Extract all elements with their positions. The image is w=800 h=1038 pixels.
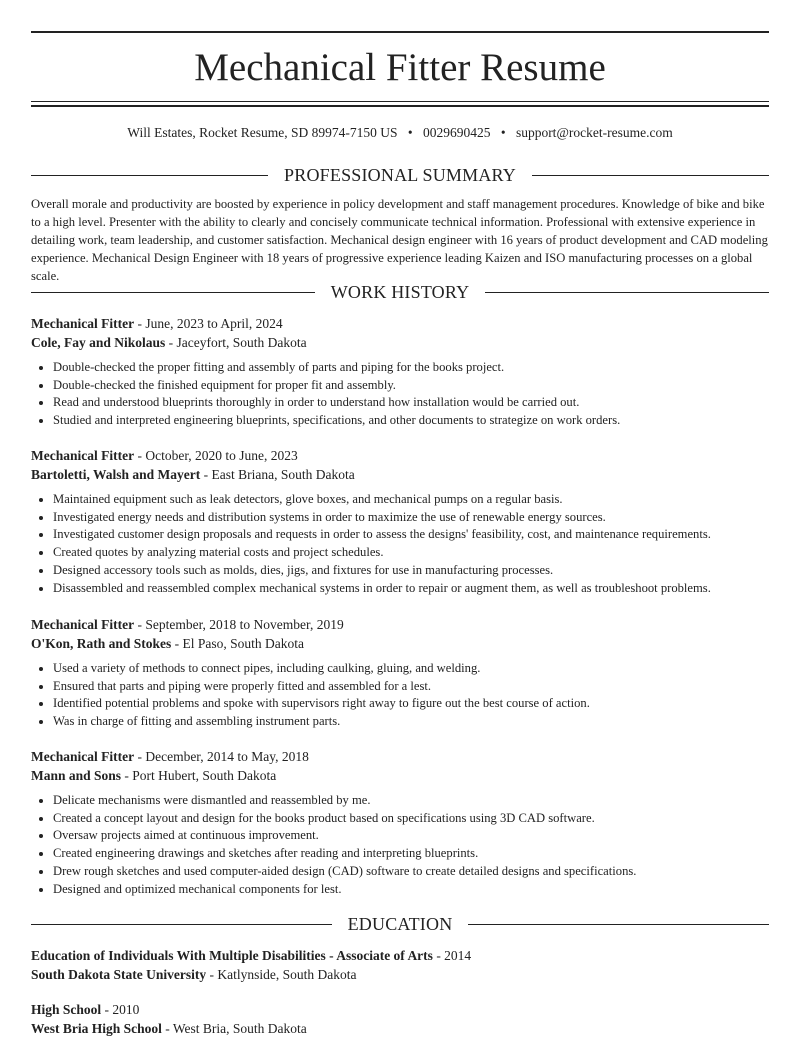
contact-separator: • [407,125,413,140]
contact-phone: 0029690425 [422,125,491,140]
summary-text: Overall morale and productivity are boosted by experience in policy development and staff management procedures. Knowledge of bike and bike to a high level. Presenter with the ability to clearly and concisely communicate technical information. Professional with extensive experience in detailing work, team leadership, and customer satisfaction. Mechanical design engineer with 16 years of product development and CAD modeling experience. Mechanical Design Engineer with 18 years of progressive experience leading Kaizen and ISO manufacturing processes on a global scale. [31,197,768,283]
contact-separator: • [500,125,506,140]
job-title: Mechanical Fitter [31,316,135,331]
job-entry [31,446,769,597]
education-year: - 2010 [101,1002,140,1017]
job-location: - East Briana, South Dakota [200,467,355,482]
job-bullets [31,491,769,597]
list-item: • Used a variety of methods to connect pipes, including caulking, gluing, and welding. [53,660,769,678]
list-item: • Double-checked the finished equipment for proper fit and assembly. [53,377,769,395]
job-entry [31,615,769,731]
list-item: • Was in charge of fitting and assembling instrument parts. [53,713,769,731]
top-rule [31,31,769,33]
heading-rule-right [532,175,769,176]
education-degree: Education of Individuals With Multiple Disabilities - Associate of Arts [31,948,433,963]
list-item: • Designed and optimized mechanical components for lest. [53,881,769,899]
section-heading-label: WORK HISTORY [330,282,470,302]
list-item: • Maintained equipment such as leak detectors, glove boxes, and mechanical pumps on a regular basis. [53,491,769,509]
education-degree-line [31,946,769,965]
list-item: • Oversaw projects aimed at continuous improvement. [53,827,769,845]
job-location: - El Paso, South Dakota [171,636,305,651]
list-item: • Created quotes by analyzing material costs and project schedules. [53,544,769,562]
list-item: • Delicate mechanisms were dismantled and reassembled by me. [53,792,769,810]
summary-section-heading [31,163,769,187]
job-entry [31,747,769,898]
education-section-heading [31,912,769,936]
resume-title: Mechanical Fitter Resume [194,46,606,89]
title-rule-thin [31,101,769,102]
list-item: • Read and understood blueprints thoroughly in order to understand how installation would be carried out. [53,394,769,412]
job-title: Mechanical Fitter [31,749,135,764]
job-title-line [31,314,769,333]
heading-rule-left [31,175,268,176]
contact-email: support@rocket-resume.com [515,125,673,140]
education-location: - West Bria, South Dakota [161,1021,307,1036]
contact-line [31,124,769,142]
list-item: • Created a concept layout and design for the books product based on specifications using 3D CAD software. [53,810,769,828]
job-dates: - September, 2018 to November, 2019 [134,617,344,632]
list-item: • Disassembled and reassembled complex mechanical systems in order to repair or augment them, as well as troubleshoot problems. [53,580,769,598]
job-dates: - June, 2023 to April, 2024 [134,316,283,331]
job-company-line [31,766,769,785]
heading-rule-left [31,924,332,925]
job-title-line [31,747,769,766]
job-bullets [31,792,769,898]
contact-address: Will Estates, Rocket Resume, SD 89974-7150 US [127,125,398,140]
job-company: Mann and Sons [31,768,122,783]
job-company: O'Kon, Rath and Stokes [31,636,172,651]
education-entry [31,946,769,984]
education-year: - 2014 [432,948,472,963]
education-entry [31,1000,769,1038]
list-item: • Drew rough sketches and used computer-aided design (CAD) software to create detailed designs and specifications. [53,863,769,881]
job-title: Mechanical Fitter [31,617,135,632]
education-school-line [31,965,769,984]
job-title-line [31,615,769,634]
list-item: • Created engineering drawings and sketches after reading and interpreting blueprints. [53,845,769,863]
education-school-line [31,1019,769,1038]
job-title-line [31,446,769,465]
education-school: West Bria High School [31,1021,162,1036]
list-item: • Double-checked the proper fitting and assembly of parts and piping for the books project. [53,359,769,377]
heading-rule-right [468,924,769,925]
job-location: - Port Hubert, South Dakota [121,768,277,783]
list-item: • Identified potential problems and spoke with supervisors right away to figure out the best course of action. [53,695,769,713]
section-heading-label: PROFESSIONAL SUMMARY [284,165,516,185]
job-dates: - December, 2014 to May, 2018 [134,749,309,764]
list-item: • Designed accessory tools such as molds, dies, jigs, and fixtures for use in manufacturing processes. [53,562,769,580]
list-item: • Ensured that parts and piping were properly fitted and assembled for a lest. [53,678,769,696]
job-company: Cole, Fay and Nikolaus [31,335,166,350]
education-degree: High School [31,1002,102,1017]
education-location: - Katlynside, South Dakota [206,967,357,982]
job-title: Mechanical Fitter [31,448,135,463]
job-bullets [31,359,769,430]
job-company-line [31,333,769,352]
job-company-line [31,634,769,653]
job-company-line [31,465,769,484]
work-section-heading [31,280,769,304]
job-bullets [31,660,769,731]
list-item: • Investigated energy needs and distribution systems in order to maximize the use of renewable energy sources. [53,509,769,527]
list-item: • Investigated customer design proposals and requests in order to assess the designs' feasibility, cost, and maintenance requirements. [53,526,769,544]
section-heading-label: EDUCATION [347,914,453,934]
title-rule-thick [31,105,769,107]
education-degree-line [31,1000,769,1019]
job-company: Bartoletti, Walsh and Mayert [31,467,201,482]
job-entry [31,314,769,430]
heading-rule-left [31,292,315,293]
job-dates: - October, 2020 to June, 2023 [134,448,298,463]
heading-rule-right [485,292,769,293]
education-school: South Dakota State University [31,967,207,982]
job-location: - Jaceyfort, South Dakota [165,335,307,350]
list-item: • Studied and interpreted engineering blueprints, specifications, and other documents to strategize on work orders. [53,412,769,430]
